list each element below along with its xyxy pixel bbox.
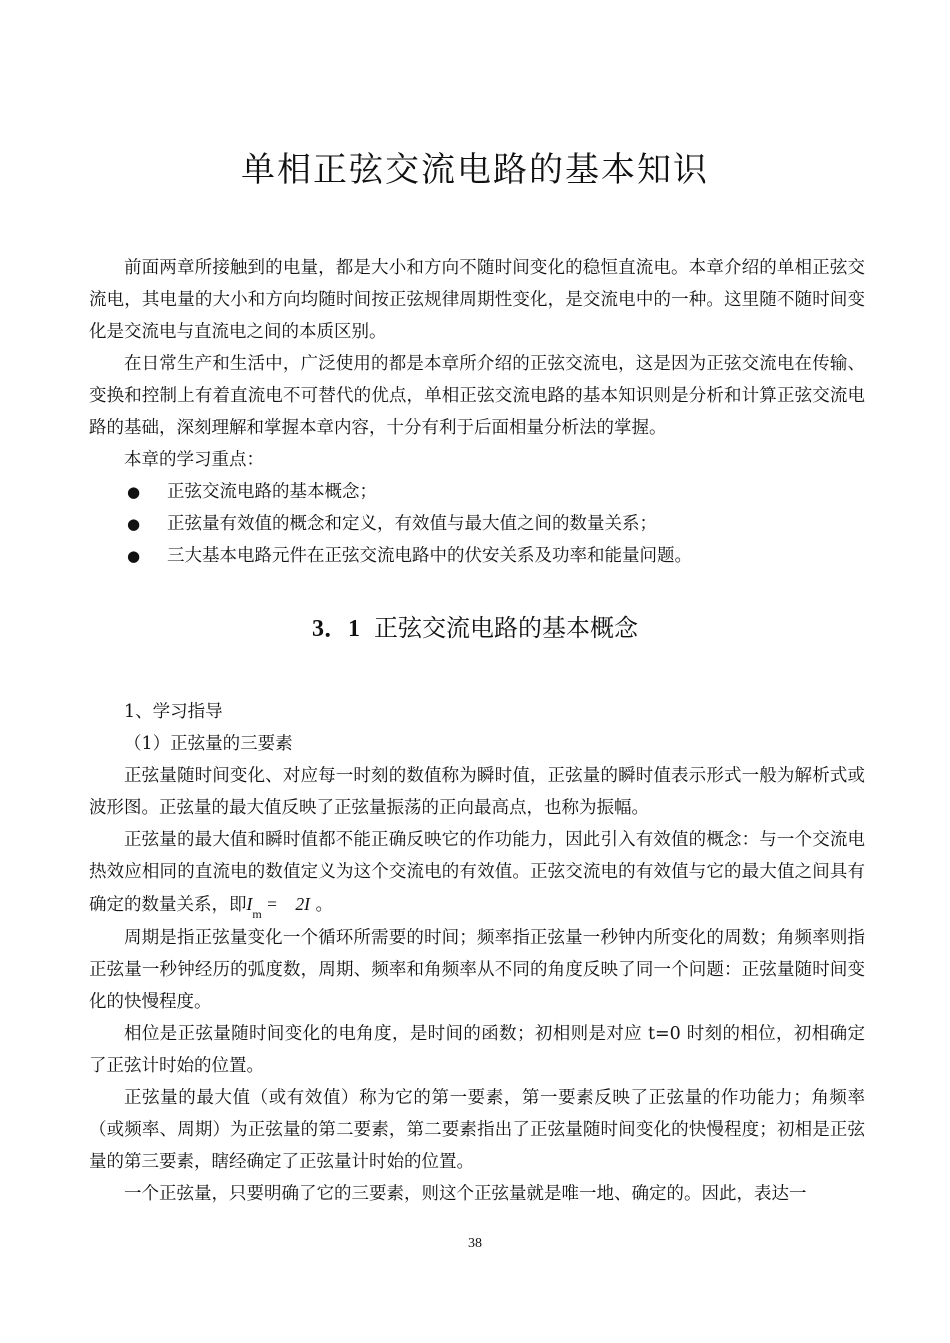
subheading-1: 1、学习指导 (124, 702, 223, 722)
subheading-2: （1）正弦量的三要素 (124, 734, 293, 754)
intro-paragraph-2: 在日常生产和生活中，广泛使用的都是本章所介绍的正弦交流电，这是因为正弦交流电在传输、变换和控制上有着直流电不可替代的优点，单相正弦交流电路的基本知识则是分析和计算正弦交流电路的基础，深刻理解和掌握本章内容，十分有利于后面相量分析法的掌握。 (89, 354, 865, 438)
section-title: 正弦交流电路的基本概念 (374, 614, 638, 642)
page-number: 38 (468, 1236, 482, 1251)
section-number: 3．1 (312, 616, 360, 642)
content-paragraph-3: 周期是指正弦量变化一个循环所需要的时间；频率指正弦量一秒钟内所变化的周数；角频率则指正弦量一秒钟经历的弧度数，周期、频率和角频率从不同的角度反映了同一个问题：正弦量随时间变化的快慢程度。 (89, 928, 865, 1012)
page-title: 单相正弦交流电路的基本知识 (241, 150, 709, 190)
paragraph-text: 正弦量的最大值和瞬时值都不能正确反映它的作功能力，因此引入有效值的概念：与一个交流电热效应相同的直流电的数值定义为这个交流电的有效值。正弦交流电的有效值与它的最大值之间具有确定的数量关系，即 (89, 830, 865, 915)
content-paragraph-5: 正弦量的最大值（或有效值）称为它的第一要素，第一要素反映了正弦量的作功能力；角频率（或频率、周期）为正弦量的第二要素，第二要素指出了正弦量随时间变化的快慢程度；初相是正弦量的第三要素，瞎经确定了正弦量计时始的位置。 (89, 1088, 865, 1172)
bullet-icon: ● (127, 483, 141, 501)
content-paragraph-1: 正弦量随时间变化、对应每一时刻的数值称为瞬时值，正弦量的瞬时值表示形式一般为解析式或波形图。正弦量的最大值反映了正弦量振荡的正向最高点，也称为振幅。 (89, 766, 865, 818)
content-paragraph-6: 一个正弦量，只要明确了它的三要素，则这个正弦量就是唯一地、确定的。因此，表达一 (124, 1184, 807, 1204)
formula-symbol: I (246, 894, 253, 914)
focus-label: 本章的学习重点： (124, 450, 264, 470)
list-item-text: 三大基本电路元件在正弦交流电路中的伏安关系及功率和能量问题。 (167, 546, 692, 566)
formula-rhs: = 2I (261, 894, 310, 914)
bullet-icon: ● (127, 515, 141, 533)
formula-subscript: m (252, 907, 262, 921)
list-item (89, 540, 865, 572)
list-item-text: 正弦交流电路的基本概念； (167, 482, 377, 502)
intro-paragraph-1: 前面两章所接触到的电量，都是大小和方向不随时间变化的稳恒直流电。本章介绍的单相正弦交流电，其电量的大小和方向均随时间按正弦规律周期性变化，是交流电中的一种。这里随不随时间变化是交流电与直流电之间的本质区别。 (89, 258, 865, 342)
formula (246, 894, 310, 921)
content-paragraph-4: 相位是正弦量随时间变化的电角度，是时间的函数；初相则是对应 t=0 时刻的相位，初相确定了正弦计时始的位置。 (89, 1024, 865, 1076)
list-item-text: 正弦量有效值的概念和定义，有效值与最大值之间的数量关系； (167, 514, 657, 534)
intro-block (89, 252, 865, 572)
content-block (89, 696, 865, 1210)
section-heading (0, 608, 950, 649)
list-item (89, 476, 865, 508)
paragraph-tail: 。 (309, 895, 334, 915)
content-paragraph-2 (89, 824, 865, 922)
bullet-icon: ● (127, 547, 141, 565)
list-item (89, 508, 865, 540)
